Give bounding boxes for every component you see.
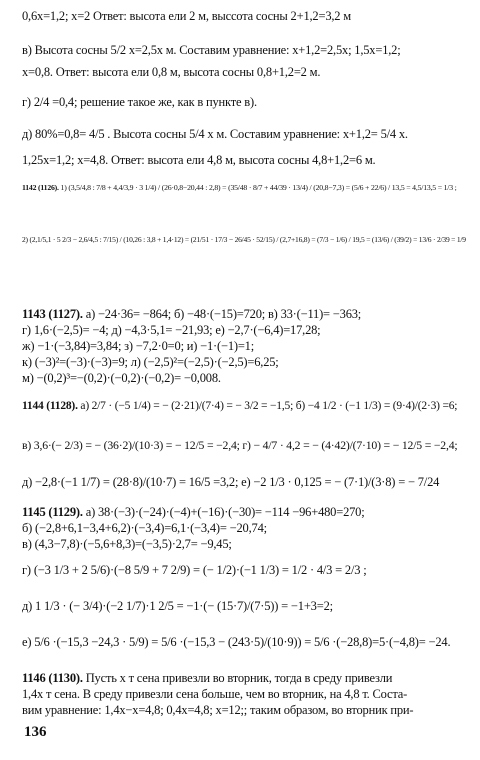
exercise-number: 1142 (1126). — [22, 183, 59, 192]
text-line-l06: 1,25x=1,2; x=4,8. Ответ: высота ели 4,8 м, высота сосны 4,8+1,2=6 м. — [22, 153, 376, 167]
text-line-l02: в) Высота сосны 5/2 x=2,5x м. Составим уравнение: x+1,2=2,5x; 1,5x=1,2; — [22, 43, 401, 57]
text-line-l21: д) 1 1/3 · (− 3/4)·(−2 1/7)·1 2/5 = −1·(− (15·7)/(7·5)) = −1+3=2; — [22, 599, 333, 613]
text-line-l19: в) (4,3−7,8)·(−5,6+8,3)=(−3,5)·2,7= −9,45; — [22, 537, 232, 551]
text-line-l23: 1146 (1130). Пусть x т сена привезли во вторник, тогда в среду привезли — [22, 671, 393, 685]
exercise-number: 1143 (1127). — [22, 307, 83, 321]
page-number: 136 — [24, 724, 47, 740]
text-line-l22: е) 5/6 ·(−15,3 −24,3 · 5/9) = 5/6 ·(−15,3 − (243·5)/(10·9)) = 5/6 ·(−28,8)=5·(−4,8)= −24. — [22, 635, 451, 649]
text-line-l14: 1144 (1128). а) 2/7 · (−5 1/4) = − (2·21)/(7·4) = − 3/2 = −1,5; б) −4 1/2 · (−1 1/3) = (9·4)/(2·3) =6; — [22, 400, 458, 412]
text-line-l10: г) 1,6·(−2,5)= −4; д) −4,3·5,1= −21,93; е) −2,7·(−6,4)=17,28; — [22, 323, 321, 337]
exercise-number: 1144 (1128). — [22, 400, 78, 412]
text-line-l09: 1143 (1127). а) −24·36= −864; б) −48·(−15)=720; в) 33·(−11)= −363; — [22, 307, 362, 321]
text-line-l15: в) 3,6·(− 2/3) = − (36·2)/(10·3) = − 12/5 = −2,4; г) − 4/7 · 4,2 = − (4·42)/(7·10) = − 12/5 = −2,4; — [22, 439, 458, 452]
text-line-l13: м) −(0,2)³=−(0,2)·(−0,2)·(−0,2)= −0,008. — [22, 371, 221, 385]
text-line-l12: к) (−3)²=(−3)·(−3)=9; л) (−2,5)²=(−2,5)·(−2,5)=6,25; — [22, 355, 279, 369]
exercise-number: 1145 (1129). — [22, 505, 83, 519]
text-line-l05: д) 80%=0,8= 4/5 . Высота сосны 5/4 x м. Составим уравнение: x+1,2= 5/4 x. — [22, 127, 408, 141]
text-line-l24: 1,4x т сена. В среду привезли сена больше, чем во вторник, на 4,8 т. Соста- — [22, 687, 408, 701]
text-line-l17: 1145 (1129). а) 38·(−3)·(−24)·(−4)+(−16)·(−30)= −114 −96+480=270; — [22, 505, 365, 519]
text-line-l08: 2) (2,1/5,1 · 5 2/3 − 2,6/4,5 : 7/15) / (10,26 : 3,8 + 1,4·12) = (21/51 · 17/3 − 26/45 · 52/15) / (2,7+16,8) = (7/3 − 1/6) / 19,5 = (13/6) / (39/2) = 13/6 · 2/39 = 1/9 — [22, 235, 466, 244]
text-line-l07: 1142 (1126). 1) (3,5/4,8 : 7/8 + 4,4/3,9 · 3 1/4) / (26·0,8−20,44 : 2,8) = (35/48 · 8/7 + 44/39 · 13/4) / (20,8−7,3) = (5/6 + 22/6) / 13,5 = 4,5/13,5 = 1/3 ; — [22, 183, 457, 192]
text-line-l18: б) (−2,8+6,1−3,4+6,2)·(−3,4)=6,1·(−3,4)= −20,74; — [22, 521, 267, 535]
text-line-l16: д) −2,8·(−1 1/7) = (28·8)/(10·7) = 16/5 =3,2; е) −2 1/3 · 0,125 = − (7·1)/(3·8) = − 7/24 — [22, 475, 440, 489]
exercise-number: 1146 (1130). — [22, 671, 83, 685]
text-line-l11: ж) −1·(−3,84)=3,84; з) −7,2·0=0; и) −1·(−1)=1; — [22, 339, 255, 353]
text-line-l01: 0,6x=1,2; x=2 Ответ: высота ели 2 м, выссота сосны 2+1,2=3,2 м — [22, 9, 351, 23]
text-line-l04: г) 2/4 =0,4; решение такое же, как в пункте в). — [22, 95, 257, 109]
text-line-l03: x=0,8. Ответ: высота ели 0,8 м, высота сосны 0,8+1,2=2 м. — [22, 65, 321, 79]
text-line-l25: вим уравнение: 1,4x−x=4,8; 0,4x=4,8; x=12;; таким образом, во вторник при- — [22, 703, 414, 717]
text-line-l20: г) (−3 1/3 + 2 5/6)·(−8 5/9 + 7 2/9) = (− 1/2)·(−1 1/3) = 1/2 · 4/3 = 2/3 ; — [22, 563, 367, 577]
